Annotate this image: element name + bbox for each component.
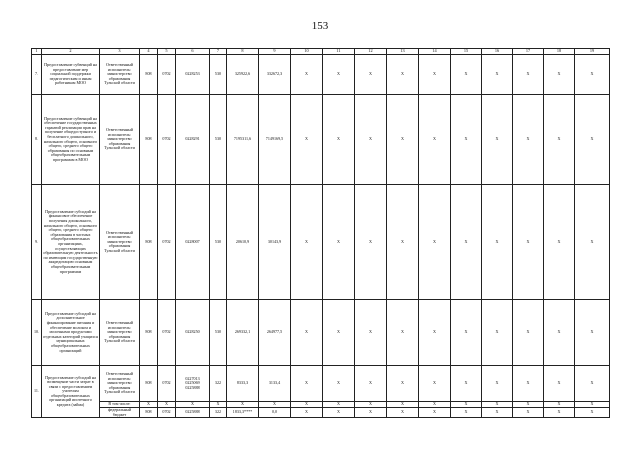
x-mark-text: X bbox=[526, 380, 530, 386]
x-mark bbox=[387, 95, 419, 185]
column-number-2: 2 bbox=[42, 49, 100, 55]
column-number-5: 5 bbox=[158, 49, 176, 55]
cell-c4 bbox=[140, 55, 158, 95]
cell-c9-text: 30143,9 bbox=[267, 238, 282, 244]
x-mark-text: X bbox=[401, 238, 404, 244]
x-mark bbox=[451, 95, 482, 185]
column-number-19: 19 bbox=[575, 49, 610, 55]
cell-c4-text: 808 bbox=[145, 71, 152, 77]
x-mark bbox=[513, 408, 544, 418]
x-mark-text: X bbox=[401, 71, 404, 77]
cell-c8 bbox=[227, 408, 259, 418]
cell-c8-text: 7195311,6 bbox=[233, 136, 252, 142]
x-mark bbox=[482, 300, 513, 366]
cell-c8 bbox=[227, 55, 259, 95]
x-mark bbox=[513, 95, 544, 185]
x-mark-text: X bbox=[495, 71, 499, 77]
x-mark-text: X bbox=[526, 71, 530, 77]
x-mark-text: X bbox=[337, 238, 340, 244]
table-row bbox=[32, 300, 610, 366]
cell-c4-text: 808 bbox=[145, 238, 152, 244]
x-mark-text: X bbox=[401, 329, 404, 335]
x-mark bbox=[355, 300, 387, 366]
x-mark bbox=[575, 55, 610, 95]
x-mark bbox=[451, 408, 482, 418]
x-mark-text: X bbox=[337, 71, 340, 77]
x-mark bbox=[482, 366, 513, 402]
x-mark bbox=[355, 185, 387, 300]
x-mark-text: X bbox=[590, 71, 594, 77]
x-mark-text: X bbox=[526, 401, 530, 407]
cell-c6-text: 0227013 0225069 0225888 bbox=[185, 375, 200, 390]
page-number: 153 bbox=[311, 20, 329, 32]
column-number-3: 3 bbox=[100, 49, 140, 55]
cell-c5-text: 0702 bbox=[162, 380, 171, 386]
cell-c7 bbox=[210, 55, 227, 95]
x-mark bbox=[387, 366, 419, 402]
x-mark bbox=[323, 95, 355, 185]
x-mark-text: X bbox=[305, 136, 308, 142]
cell-c8-text: 269332,1 bbox=[234, 329, 251, 335]
executor bbox=[100, 366, 140, 402]
x-mark-text: X bbox=[526, 409, 530, 415]
x-mark bbox=[291, 95, 323, 185]
x-mark-text: X bbox=[557, 329, 561, 335]
x-mark-text: X bbox=[590, 238, 594, 244]
x-mark-text: X bbox=[369, 136, 372, 142]
column-number-6: 6 bbox=[176, 49, 210, 55]
x-mark bbox=[387, 300, 419, 366]
cell-c9-text: 0,0 bbox=[271, 409, 278, 415]
x-mark-text: X bbox=[305, 380, 308, 386]
x-mark bbox=[355, 408, 387, 418]
cell-c6-text: 0228291 bbox=[185, 136, 200, 142]
event-name-text: Предоставление субвенций на предоставление мер социальной поддержки педагогическим и иным работникам МОО bbox=[44, 62, 97, 86]
x-mark bbox=[482, 408, 513, 418]
event-name-text: Предоставление субсидий на финансовое обеспечение получения дошкольного, начального общего, основного общего, среднего общего образования в частных общеобразовательных организациях, осуществляющих образовательную деятельность по имеющим государственную аккредитацию основным общеобразовательным программам bbox=[43, 208, 98, 274]
x-mark-text: X bbox=[495, 409, 499, 415]
x-mark bbox=[513, 185, 544, 300]
executor bbox=[100, 300, 140, 366]
x-mark-text: X bbox=[464, 409, 468, 415]
executor-text: Ответственный исполнитель: министерство образования Тульской области bbox=[104, 320, 135, 344]
x-mark-text: X bbox=[369, 409, 372, 415]
x-mark bbox=[544, 55, 575, 95]
column-number-10: 10 bbox=[291, 49, 323, 55]
x-mark bbox=[544, 408, 575, 418]
cell-c6 bbox=[176, 366, 210, 402]
cell-c8 bbox=[227, 185, 259, 300]
cell-c6-text: 0225888 bbox=[185, 409, 200, 415]
x-mark bbox=[451, 366, 482, 402]
x-mark-text: X bbox=[433, 401, 436, 407]
row-number-text: 9. bbox=[34, 238, 39, 244]
column-number-7: 7 bbox=[210, 49, 227, 55]
x-mark bbox=[482, 55, 513, 95]
x-mark-text: X bbox=[305, 329, 308, 335]
cell-c7 bbox=[210, 366, 227, 402]
x-mark-text: X bbox=[590, 409, 594, 415]
column-number-12: 12 bbox=[355, 49, 387, 55]
cell-c8-text: 8333,3 bbox=[236, 380, 249, 386]
cell-c7-text: 530 bbox=[214, 71, 222, 77]
x-mark bbox=[323, 366, 355, 402]
x-mark bbox=[482, 185, 513, 300]
cell-c8 bbox=[227, 95, 259, 185]
x-mark bbox=[387, 55, 419, 95]
executor-text: Ответственный исполнитель: министерство образования Тульской области bbox=[104, 127, 135, 151]
x-mark-text: X bbox=[557, 380, 561, 386]
row-number bbox=[32, 300, 42, 366]
x-mark bbox=[513, 300, 544, 366]
x-mark-text: X bbox=[557, 401, 561, 407]
x-mark-text: X bbox=[495, 380, 499, 386]
cell-c4-text: 808 bbox=[145, 329, 152, 335]
cell-c5 bbox=[158, 366, 176, 402]
table-row bbox=[32, 55, 610, 95]
x-mark-text: X bbox=[557, 136, 561, 142]
x-mark-text: X bbox=[464, 401, 468, 407]
cell-c7-text: 530 bbox=[214, 329, 222, 335]
row-number-text: 10. bbox=[33, 329, 40, 335]
x-mark-text: X bbox=[433, 409, 436, 415]
x-mark-text: X bbox=[495, 136, 499, 142]
x-mark-text: X bbox=[495, 238, 499, 244]
cell-c4-text: 808 bbox=[145, 136, 152, 142]
x-mark bbox=[387, 185, 419, 300]
x-mark-text: X bbox=[369, 401, 372, 407]
x-mark-text: X bbox=[369, 238, 372, 244]
x-mark-text: X bbox=[526, 136, 530, 142]
x-mark bbox=[575, 185, 610, 300]
event-name bbox=[42, 55, 100, 95]
table-row bbox=[32, 366, 610, 402]
cell-c7 bbox=[210, 408, 227, 418]
x-mark bbox=[451, 300, 482, 366]
x-mark bbox=[544, 300, 575, 366]
x-mark-text: X bbox=[557, 238, 561, 244]
cell-c7-text: 322 bbox=[214, 409, 222, 415]
x-mark-text: X bbox=[557, 71, 561, 77]
cell-c9-text: 7149169,5 bbox=[265, 136, 284, 142]
x-mark bbox=[323, 55, 355, 95]
row-number-text: 7. bbox=[34, 71, 39, 77]
x-mark-text: X bbox=[590, 329, 594, 335]
cell-c6 bbox=[176, 408, 210, 418]
x-mark bbox=[419, 300, 451, 366]
column-number-1: 1 bbox=[32, 49, 42, 55]
cell-c5 bbox=[158, 185, 176, 300]
cell-c5 bbox=[158, 95, 176, 185]
x-mark-text: X bbox=[526, 238, 530, 244]
x-mark-text: X bbox=[401, 401, 404, 407]
column-number-8: 8 bbox=[227, 49, 259, 55]
cell-c8 bbox=[227, 300, 259, 366]
cell-c5 bbox=[158, 55, 176, 95]
x-mark-text: X bbox=[369, 329, 372, 335]
column-number-4: 4 bbox=[140, 49, 158, 55]
x-mark-text: X bbox=[401, 136, 404, 142]
executor-text: Ответственный исполнитель: министерство образования Тульской области bbox=[104, 229, 135, 253]
cell-c6 bbox=[176, 55, 210, 95]
cell-c8-text: 325922,6 bbox=[234, 71, 251, 77]
event-name-text: Предоставление субвенций на обеспечение государственных гарантий реализации прав на получение общедоступного и бесплатного дошкольного, начального общего, основного общего, среднего общего образования по основным общеобразовательным программам в МОО bbox=[43, 115, 98, 162]
x-mark bbox=[323, 185, 355, 300]
x-mark bbox=[482, 95, 513, 185]
cell-c9-text: X bbox=[273, 401, 276, 407]
x-mark-text: X bbox=[337, 401, 340, 407]
cell-c5-text: X bbox=[165, 401, 168, 407]
cell-c9-text: 264977,5 bbox=[266, 329, 283, 335]
x-mark-text: X bbox=[305, 401, 308, 407]
x-mark bbox=[575, 408, 610, 418]
x-mark bbox=[451, 55, 482, 95]
cell-c5-text: 0702 bbox=[162, 409, 171, 415]
cell-c9 bbox=[259, 408, 291, 418]
x-mark bbox=[419, 408, 451, 418]
x-mark-text: X bbox=[464, 71, 468, 77]
x-mark bbox=[355, 366, 387, 402]
event-name-text: Предоставление субсидий на дополнительное финансирование питания и обеспечение молоком и молочными продуктами отдельных категорий учащихся муниципальных общеобразовательных организаций bbox=[43, 310, 98, 353]
x-mark bbox=[544, 185, 575, 300]
x-mark bbox=[513, 366, 544, 402]
cell-c8-text: X bbox=[241, 401, 244, 407]
x-mark-text: X bbox=[433, 329, 436, 335]
row-number bbox=[32, 366, 42, 418]
x-mark bbox=[419, 55, 451, 95]
cell-c8-text: 20610,9 bbox=[235, 238, 250, 244]
x-mark bbox=[419, 95, 451, 185]
cell-c9 bbox=[259, 185, 291, 300]
cell-c5-text: 0702 bbox=[162, 136, 171, 142]
x-mark bbox=[513, 55, 544, 95]
x-mark-text: X bbox=[590, 380, 594, 386]
cell-c7-text: 530 bbox=[214, 136, 222, 142]
executor bbox=[100, 408, 140, 418]
x-mark-text: X bbox=[401, 409, 404, 415]
x-mark-text: X bbox=[337, 380, 340, 386]
x-mark-text: X bbox=[401, 380, 404, 386]
cell-c5 bbox=[158, 300, 176, 366]
cell-c4 bbox=[140, 185, 158, 300]
row-number-text: 8. bbox=[34, 136, 39, 142]
column-number-13: 13 bbox=[387, 49, 419, 55]
column-number-11: 11 bbox=[323, 49, 355, 55]
x-mark-text: X bbox=[433, 71, 436, 77]
x-mark-text: X bbox=[337, 409, 340, 415]
x-mark-text: X bbox=[337, 329, 340, 335]
x-mark-text: X bbox=[526, 329, 530, 335]
x-mark bbox=[544, 366, 575, 402]
column-number-15: 15 bbox=[451, 49, 482, 55]
x-mark-text: X bbox=[464, 238, 468, 244]
executor-text: Ответственный исполнитель: министерство образования Тульской области bbox=[104, 371, 135, 395]
budget-table bbox=[31, 48, 610, 418]
cell-c5-text: 0702 bbox=[162, 329, 171, 335]
cell-c9 bbox=[259, 55, 291, 95]
x-mark-text: X bbox=[495, 329, 499, 335]
cell-c5-text: 0702 bbox=[162, 238, 171, 244]
cell-c6 bbox=[176, 95, 210, 185]
column-number-17: 17 bbox=[513, 49, 544, 55]
cell-c7 bbox=[210, 185, 227, 300]
x-mark bbox=[575, 95, 610, 185]
x-mark bbox=[323, 300, 355, 366]
cell-c9-text: 332672,3 bbox=[266, 71, 283, 77]
x-mark bbox=[451, 185, 482, 300]
x-mark bbox=[291, 408, 323, 418]
table-row bbox=[32, 185, 610, 300]
x-mark bbox=[355, 55, 387, 95]
cell-c4-text: 808 bbox=[145, 409, 152, 415]
x-mark-text: X bbox=[369, 71, 372, 77]
cell-c7-text: X bbox=[216, 401, 220, 407]
event-name bbox=[42, 185, 100, 300]
column-number-9: 9 bbox=[259, 49, 291, 55]
cell-c8 bbox=[227, 366, 259, 402]
x-mark-text: X bbox=[433, 380, 436, 386]
x-mark-text: X bbox=[369, 380, 372, 386]
cell-c4-text: X bbox=[147, 401, 150, 407]
x-mark bbox=[575, 366, 610, 402]
cell-c6 bbox=[176, 185, 210, 300]
x-mark-text: X bbox=[305, 409, 308, 415]
cell-c6-text: 0228007 bbox=[185, 238, 200, 244]
row-number bbox=[32, 95, 42, 185]
table-row bbox=[32, 95, 610, 185]
cell-c7 bbox=[210, 300, 227, 366]
column-number-18: 18 bbox=[544, 49, 575, 55]
cell-c4 bbox=[140, 95, 158, 185]
x-mark-text: X bbox=[495, 401, 499, 407]
x-mark-text: X bbox=[433, 238, 436, 244]
x-mark bbox=[419, 185, 451, 300]
cell-c7 bbox=[210, 95, 227, 185]
cell-c9-text: 3133,4 bbox=[268, 380, 281, 386]
executor-text: Ответственный исполнитель: министерство образования Тульской области bbox=[104, 62, 135, 86]
x-mark-text: X bbox=[464, 380, 468, 386]
x-mark bbox=[291, 55, 323, 95]
executor bbox=[100, 55, 140, 95]
x-mark-text: X bbox=[337, 136, 340, 142]
cell-c6 bbox=[176, 300, 210, 366]
x-mark-text: X bbox=[590, 136, 594, 142]
x-mark bbox=[544, 95, 575, 185]
cell-c4-text: 808 bbox=[145, 380, 152, 386]
cell-c4 bbox=[140, 366, 158, 402]
x-mark bbox=[387, 408, 419, 418]
event-name bbox=[42, 95, 100, 185]
x-mark bbox=[355, 95, 387, 185]
cell-c5-text: 0702 bbox=[162, 71, 171, 77]
cell-c7-text: 530 bbox=[214, 238, 222, 244]
cell-c8-text: 1833,3**** bbox=[232, 409, 253, 415]
x-mark-text: X bbox=[305, 238, 308, 244]
x-mark bbox=[323, 408, 355, 418]
executor-text: В том числе: bbox=[108, 401, 131, 407]
row-number bbox=[32, 55, 42, 95]
cell-c6-text: 0228253 bbox=[185, 71, 200, 77]
cell-c9 bbox=[259, 300, 291, 366]
event-name bbox=[42, 366, 100, 418]
column-number-16: 16 bbox=[482, 49, 513, 55]
x-mark-text: X bbox=[590, 401, 594, 407]
executor-text: федеральный бюджет bbox=[107, 407, 132, 417]
x-mark bbox=[575, 300, 610, 366]
x-mark-text: X bbox=[305, 71, 308, 77]
cell-c7-text: 322 bbox=[214, 380, 222, 386]
cell-c9 bbox=[259, 95, 291, 185]
x-mark bbox=[291, 185, 323, 300]
column-number-14: 14 bbox=[419, 49, 451, 55]
cell-c9 bbox=[259, 366, 291, 402]
cell-c4 bbox=[140, 300, 158, 366]
cell-c6-text: 0228250 bbox=[185, 329, 200, 335]
cell-c5 bbox=[158, 408, 176, 418]
executor bbox=[100, 185, 140, 300]
row-number bbox=[32, 185, 42, 300]
event-name bbox=[42, 300, 100, 366]
event-name-text: Предоставление субсидий на возмещение части затрат в связи с предоставлением учителям общеобразовательных организаций ипотечного кредита (займа) bbox=[45, 374, 96, 408]
cell-c4 bbox=[140, 408, 158, 418]
x-mark bbox=[291, 300, 323, 366]
x-mark-text: X bbox=[433, 136, 436, 142]
x-mark bbox=[419, 366, 451, 402]
x-mark-text: X bbox=[557, 409, 561, 415]
executor bbox=[100, 95, 140, 185]
row-number-text: 11. bbox=[34, 388, 39, 394]
x-mark-text: X bbox=[464, 329, 468, 335]
x-mark-text: X bbox=[464, 136, 468, 142]
x-mark bbox=[291, 366, 323, 402]
table-subrow bbox=[32, 408, 610, 418]
cell-c6-text: X bbox=[191, 401, 194, 407]
